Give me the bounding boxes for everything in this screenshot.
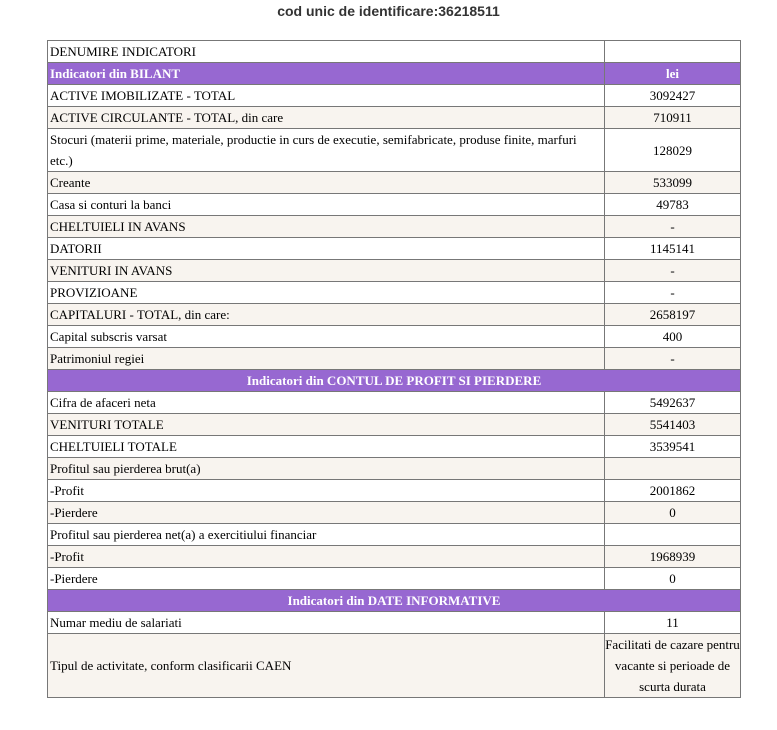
row-value: 400 <box>605 326 741 348</box>
row-label: Creante <box>48 172 605 194</box>
row-value <box>605 524 741 546</box>
row-label: Profitul sau pierderea brut(a) <box>48 458 605 480</box>
row-value: 0 <box>605 568 741 590</box>
table-row <box>48 260 741 282</box>
section-title: Indicatori din BILANT <box>48 63 605 85</box>
indicators-table <box>47 40 741 698</box>
table-row <box>48 304 741 326</box>
table-row <box>48 546 741 568</box>
row-value: - <box>605 348 741 370</box>
table-row <box>48 502 741 524</box>
row-label: VENITURI IN AVANS <box>48 260 605 282</box>
row-label: -Profit <box>48 546 605 568</box>
row-label: Patrimoniul regiei <box>48 348 605 370</box>
table-row <box>48 414 741 436</box>
page-title: cod unic de identificare:36218511 <box>277 3 500 19</box>
column-header-value <box>605 41 741 63</box>
table-row <box>48 458 741 480</box>
table-row <box>48 172 741 194</box>
row-value <box>605 458 741 480</box>
row-value: 533099 <box>605 172 741 194</box>
table-row <box>48 568 741 590</box>
row-value: - <box>605 282 741 304</box>
row-value: 0 <box>605 502 741 524</box>
row-value: 2001862 <box>605 480 741 502</box>
row-label: ACTIVE CIRCULANTE - TOTAL, din care <box>48 107 605 129</box>
table-row <box>48 612 741 634</box>
row-value: Facilitati de cazare pentru vacante si perioade de scurta durata <box>605 634 741 698</box>
row-value: 128029 <box>605 129 741 172</box>
row-label: Tipul de activitate, conform clasificarii CAEN <box>48 634 605 698</box>
row-label: DATORII <box>48 238 605 260</box>
section-header-row <box>48 370 741 392</box>
row-label: Capital subscris varsat <box>48 326 605 348</box>
row-value: 11 <box>605 612 741 634</box>
table-row <box>48 392 741 414</box>
row-label: -Profit <box>48 480 605 502</box>
row-label: Stocuri (materii prime, materiale, productie in curs de executie, semifabricate, produse finite, marfuri etc.) <box>48 129 605 172</box>
table-row <box>48 634 741 698</box>
row-value: 1968939 <box>605 546 741 568</box>
table-row <box>48 238 741 260</box>
table-row <box>48 436 741 458</box>
table-row <box>48 85 741 107</box>
table-row <box>48 348 741 370</box>
indicators-table-body <box>48 41 741 698</box>
row-label: ACTIVE IMOBILIZATE - TOTAL <box>48 85 605 107</box>
section-title: Indicatori din CONTUL DE PROFIT SI PIERDERE <box>48 370 741 392</box>
table-row <box>48 282 741 304</box>
row-value: 49783 <box>605 194 741 216</box>
row-label: Casa si conturi la banci <box>48 194 605 216</box>
table-row <box>48 216 741 238</box>
row-value: - <box>605 260 741 282</box>
table-row <box>48 194 741 216</box>
row-label: -Pierdere <box>48 568 605 590</box>
row-value: 2658197 <box>605 304 741 326</box>
row-value: 710911 <box>605 107 741 129</box>
unit-label: lei <box>605 63 741 85</box>
row-label: CAPITALURI - TOTAL, din care: <box>48 304 605 326</box>
row-label: Numar mediu de salariati <box>48 612 605 634</box>
row-label: CHELTUIELI IN AVANS <box>48 216 605 238</box>
row-label: -Pierdere <box>48 502 605 524</box>
row-label: Profitul sau pierderea net(a) a exercitiului financiar <box>48 524 605 546</box>
row-value: 3539541 <box>605 436 741 458</box>
row-value: 3092427 <box>605 85 741 107</box>
row-value: - <box>605 216 741 238</box>
row-label: Cifra de afaceri neta <box>48 392 605 414</box>
row-label: VENITURI TOTALE <box>48 414 605 436</box>
table-row <box>48 480 741 502</box>
table-row <box>48 107 741 129</box>
table-row <box>48 524 741 546</box>
section-header-row <box>48 590 741 612</box>
row-value: 5541403 <box>605 414 741 436</box>
table-row <box>48 326 741 348</box>
column-header-label: DENUMIRE INDICATORI <box>48 41 605 63</box>
row-value: 5492637 <box>605 392 741 414</box>
section-title: Indicatori din DATE INFORMATIVE <box>48 590 741 612</box>
row-label: PROVIZIOANE <box>48 282 605 304</box>
row-label: CHELTUIELI TOTALE <box>48 436 605 458</box>
row-value: 1145141 <box>605 238 741 260</box>
table-row <box>48 129 741 172</box>
section-header-row <box>48 63 741 85</box>
column-header-row <box>48 41 741 63</box>
